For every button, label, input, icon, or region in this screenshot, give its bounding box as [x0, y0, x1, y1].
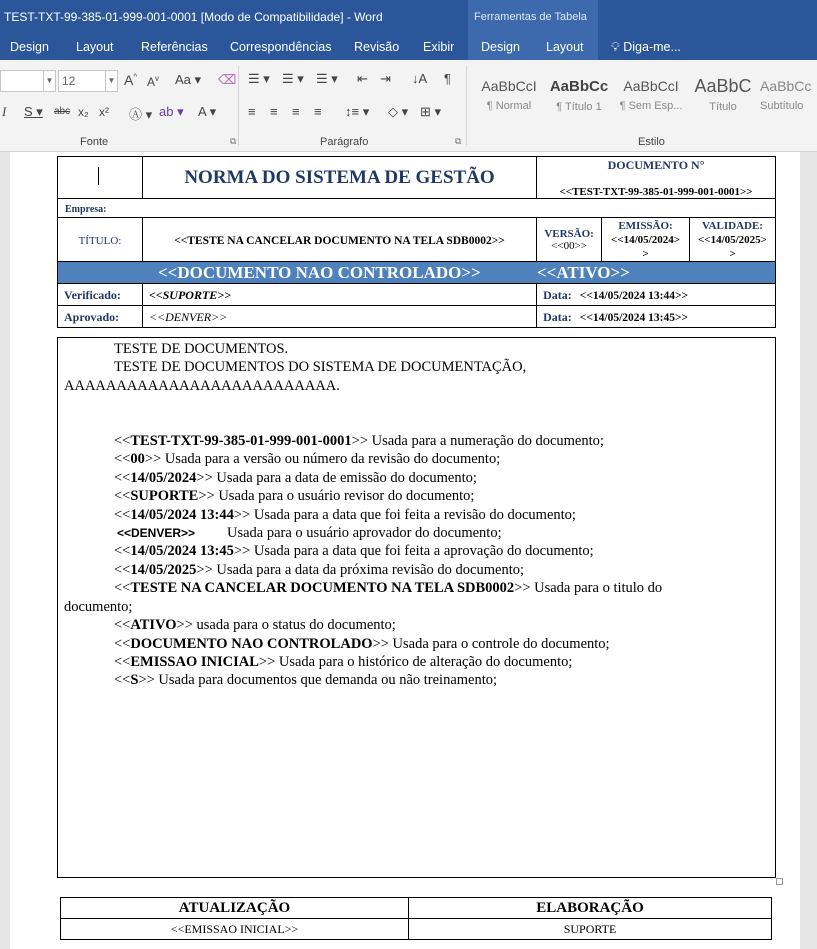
legend-description: >> usada para o status do documento;	[176, 617, 396, 634]
document-footer-table	[60, 897, 772, 940]
justify-icon[interactable]: ≡	[314, 104, 322, 119]
increase-indent-icon[interactable]: ⇥	[380, 71, 391, 86]
doc-number-cell	[537, 157, 776, 199]
aprovado-value: <<DENVER>>	[148, 309, 228, 324]
data-verificado-cell	[537, 284, 776, 306]
font-name-select[interactable]	[0, 70, 56, 92]
doc-number-label: DOCUMENTO N°	[607, 158, 705, 172]
legend-line	[64, 450, 769, 468]
style-sample: AaBbCc	[549, 78, 609, 95]
tell-me-label: Diga-me...	[623, 40, 681, 54]
legend-line	[64, 653, 769, 671]
legend-description: >> Usada para o usuário revisor do documento;	[198, 488, 475, 505]
legend-prefix: <<	[114, 580, 131, 597]
aprovado-cell	[142, 306, 536, 328]
verificado-value: <<SUPORTE>>	[148, 287, 231, 302]
legend-placeholder: DOCUMENTO NAO CONTROLADO	[130, 635, 373, 652]
tab-mailings[interactable]: Correspondências	[230, 40, 332, 54]
tab-references[interactable]: Referências	[141, 40, 208, 54]
legend-description: >> Usada para a data da próxima revisão do documento;	[196, 561, 525, 578]
status-banner-value: <<ATIVO>>	[536, 262, 630, 282]
legend-description: >> Usada para a numeração do documento;	[351, 433, 604, 450]
data-label: Data:	[543, 309, 572, 324]
style-name: ¶ Título 1	[556, 101, 602, 113]
empresa-label: Empresa:	[65, 204, 107, 215]
logo-cell[interactable]	[58, 157, 143, 199]
verificado-cell	[142, 284, 536, 306]
validade-cell	[690, 218, 776, 262]
style-subtitle[interactable]	[760, 70, 817, 126]
tab-table-layout[interactable]: Layout	[546, 40, 584, 54]
emissao-value: <<14/05/2024>>	[611, 233, 680, 260]
highlight-icon[interactable]: ab ▾	[159, 104, 184, 119]
style-name: ¶ Sem Esp...	[619, 100, 683, 112]
shading-icon[interactable]: ◇ ▾	[388, 104, 409, 119]
legend-prefix: <<	[114, 543, 131, 560]
paragraph-group-label: Parágrafo	[320, 136, 369, 148]
subscript-icon[interactable]: x₂	[78, 105, 89, 119]
styles-gallery	[470, 66, 817, 128]
legend-placeholder: ATIVO	[130, 617, 177, 634]
tab-view[interactable]: Exibir	[423, 40, 455, 54]
verificado-label-cell	[58, 284, 143, 306]
legend-description: Usada para o usuário aprovador do documento;	[227, 525, 502, 542]
legend-placeholder: <<DENVER>>	[117, 526, 196, 541]
style-normal[interactable]	[474, 70, 544, 126]
placeholder-legend	[64, 432, 769, 690]
title-bar	[0, 0, 817, 34]
legend-line	[64, 579, 769, 597]
control-banner: <<DOCUMENTO NAO CONTROLADO>>	[158, 262, 481, 282]
data-aprovado-cell	[537, 306, 776, 328]
font-size-value: 12	[62, 74, 76, 88]
atualizacao-header: ATUALIZAÇÃO	[61, 898, 409, 919]
tab-table-design[interactable]: Design	[481, 40, 520, 54]
numbering-icon[interactable]: ☰ ▾	[282, 71, 304, 86]
legend-line	[64, 524, 769, 542]
legend-description: >> Usada para a data que foi feita a revisão do documento;	[233, 506, 576, 523]
legend-prefix: <<	[114, 653, 131, 670]
legend-description: >> Usada para a versão ou número da revisão do documento;	[144, 451, 501, 468]
legend-placeholder: EMISSAO INICIAL	[130, 653, 259, 670]
legend-description: >> Usada para a data que foi feita a aprovação do documento;	[233, 543, 594, 560]
superscript-icon[interactable]: x²	[99, 105, 109, 119]
font-dialog-launcher[interactable]: ⧉	[230, 136, 237, 146]
titulo-value: <<TESTE NA CANCELAR DOCUMENTO NA TELA SDB0002>>	[174, 234, 505, 247]
underline-icon[interactable]: S ▾	[24, 104, 43, 119]
font-size-select[interactable]	[58, 70, 118, 92]
borders-icon[interactable]: ⊞ ▾	[420, 104, 442, 119]
legend-line	[64, 469, 769, 487]
table-tools-header	[468, 0, 598, 34]
ribbon-tabs	[0, 34, 817, 60]
legend-description: >> Usada para documentos que demanda ou não treinamento;	[138, 672, 498, 689]
page[interactable]	[10, 152, 800, 949]
chevron-down-icon[interactable]: ▼	[105, 71, 117, 91]
legend-description: >> Usada para o histórico de alteração do documento;	[258, 653, 573, 670]
system-title-cell	[142, 157, 536, 199]
versao-value: <<00>>	[551, 239, 587, 252]
empresa-cell	[58, 199, 776, 218]
legend-description: >> Usada para o titulo do	[514, 580, 663, 597]
validade-label: VALIDADE:	[702, 219, 763, 232]
system-title: NORMA DO SISTEMA DE GESTÃO	[184, 166, 495, 188]
style-group-label: Estilo	[638, 136, 665, 148]
sort-icon[interactable]: ↓A	[412, 71, 428, 86]
style-sample: AaBbCc	[760, 78, 812, 94]
tab-review[interactable]: Revisão	[354, 40, 400, 54]
data-verificado-value: <<14/05/2024 13:44>>	[579, 289, 689, 302]
align-left-icon[interactable]: ≡	[248, 104, 256, 119]
legend-description: >> Usada para a data de emissão do documento;	[196, 469, 477, 486]
document-body[interactable]	[57, 337, 776, 878]
legend-line	[64, 598, 769, 616]
align-center-icon[interactable]: ≡	[270, 104, 278, 119]
legend-line	[64, 635, 769, 653]
text-effects-icon[interactable]: Ⓐ ▾	[129, 107, 153, 122]
validade-value: <<14/05/2025>>	[698, 233, 767, 260]
legend-line	[64, 506, 769, 524]
line-spacing-icon[interactable]: ↕≡ ▾	[345, 104, 370, 119]
italic-icon[interactable]: I	[2, 104, 7, 119]
legend-description: documento;	[64, 598, 133, 615]
legend-prefix: <<	[114, 451, 131, 468]
legend-placeholder: S	[130, 672, 139, 689]
legend-placeholder: 14/05/2024	[130, 469, 197, 486]
legend-placeholder: 00	[130, 451, 145, 468]
body-line: TESTE DE DOCUMENTOS DO SISTEMA DE DOCUMENTAÇÃO,	[114, 359, 527, 376]
elaboracao-header: ELABORAÇÃO	[409, 898, 772, 919]
table-resize-handle[interactable]	[776, 878, 783, 885]
legend-placeholder: 14/05/2025	[130, 561, 197, 578]
data-aprovado-value: <<14/05/2024 13:45>>	[579, 311, 689, 324]
verificado-label: Verificado:	[64, 287, 121, 302]
document-header-table	[57, 156, 776, 328]
legend-line	[64, 561, 769, 579]
grow-font-icon[interactable]: A^	[124, 72, 138, 88]
titulo-cell	[142, 218, 536, 262]
legend-prefix: <<	[114, 635, 131, 652]
style-sample: AaBbCcI	[623, 78, 679, 94]
separator	[466, 66, 467, 146]
tab-design[interactable]: Design	[10, 40, 49, 54]
status-banner	[58, 262, 776, 284]
legend-line	[64, 616, 769, 634]
legend-line	[64, 487, 769, 505]
align-right-icon[interactable]: ≡	[292, 104, 300, 119]
paragraph-dialog-launcher[interactable]: ⧉	[455, 136, 462, 146]
legend-placeholder: TESTE NA CANCELAR DOCUMENTO NA TELA SDB0002	[130, 580, 515, 597]
ribbon	[0, 60, 817, 152]
body-line: TESTE DE DOCUMENTOS.	[114, 341, 289, 357]
emissao-label: EMISSÃO:	[618, 219, 673, 232]
document-area[interactable]	[0, 152, 817, 949]
legend-prefix: <<	[114, 488, 131, 505]
style-name: Subtítulo	[760, 100, 804, 112]
aprovado-label: Aprovado:	[64, 309, 120, 324]
legend-line	[64, 432, 769, 450]
data-label: Data:	[543, 287, 572, 302]
text-cursor	[98, 167, 99, 185]
legend-description: >> Usada para o controle do documento;	[372, 635, 610, 652]
style-title[interactable]	[688, 70, 758, 126]
decrease-indent-icon[interactable]: ⇤	[357, 71, 368, 86]
lightbulb-icon: 💡︎	[611, 40, 620, 54]
shrink-font-icon[interactable]: $A^v$	[147, 74, 160, 89]
legend-placeholder: 14/05/2024 13:45	[130, 543, 234, 560]
legend-placeholder: SUPORTE	[130, 488, 199, 505]
style-sample: AaBbC	[694, 76, 752, 96]
font-group-label: Fonte	[80, 136, 109, 148]
titulo-label: TÍTULO:	[78, 234, 122, 247]
style-heading-1[interactable]	[544, 70, 614, 126]
tell-me-box[interactable]	[611, 40, 681, 55]
style-name: Título	[709, 101, 737, 113]
elaboracao-value: SUPORTE	[409, 919, 772, 940]
tab-layout[interactable]: Layout	[76, 40, 114, 54]
window-title: TEST-TXT-99-385-01-999-001-0001 [Modo de Compatibilidade] - Word	[4, 10, 383, 24]
bullets-icon[interactable]: ☰ ▾	[248, 71, 270, 86]
legend-line	[64, 542, 769, 560]
pilcrow-icon[interactable]: ¶	[444, 71, 451, 86]
chevron-down-icon[interactable]: ▼	[43, 71, 55, 91]
body-line: AAAAAAAAAAAAAAAAAAAAAAAAAA.	[64, 377, 340, 394]
legend-prefix: <<	[114, 433, 131, 450]
strikethrough-icon[interactable]: abc	[54, 106, 71, 117]
style-name: ¶ Normal	[486, 100, 532, 112]
emissao-cell	[602, 218, 690, 262]
table-tools-label: Ferramentas de Tabela	[474, 11, 587, 23]
legend-prefix: <<	[114, 506, 131, 523]
style-no-spacing[interactable]	[616, 70, 686, 126]
legend-prefix: <<	[114, 617, 131, 634]
change-case-icon[interactable]: Aa ▾	[175, 72, 202, 87]
versao-cell	[537, 218, 602, 262]
legend-prefix: <<	[114, 672, 131, 689]
legend-placeholder: TEST-TXT-99-385-01-999-001-0001	[130, 433, 352, 450]
style-sample: AaBbCcI	[481, 78, 537, 94]
legend-line	[64, 671, 769, 689]
multilevel-list-icon[interactable]: ☰ ▾	[316, 71, 338, 86]
titulo-label-cell	[58, 218, 143, 262]
atualizacao-value: <<EMISSAO INICIAL>>	[61, 919, 409, 940]
separator	[238, 66, 239, 146]
legend-prefix: <<	[114, 469, 131, 486]
versao-label: VERSÃO:	[544, 227, 594, 240]
aprovado-label-cell	[58, 306, 143, 328]
font-color-icon[interactable]: A ▾	[198, 104, 217, 119]
clear-format-icon[interactable]: ⌫	[218, 72, 237, 87]
legend-prefix: <<	[114, 561, 131, 578]
legend-placeholder: 14/05/2024 13:44	[130, 506, 234, 523]
doc-number-value: <<TEST-TXT-99-385-01-999-001-0001>>	[559, 186, 753, 198]
